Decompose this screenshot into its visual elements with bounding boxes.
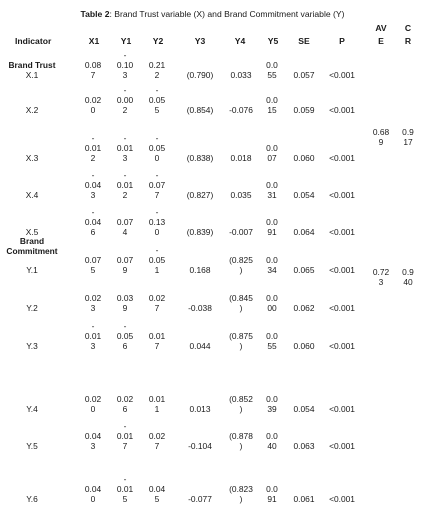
row-indicator: Y.5 <box>26 441 38 451</box>
header-y3: Y3 <box>194 36 206 46</box>
cell-y2: - <box>155 207 159 217</box>
row-indicator: X.5 <box>25 227 39 237</box>
cell-y5: 34 <box>267 265 277 275</box>
cell-y4: -0.007 <box>229 227 253 237</box>
cell-y1: 0.07 <box>116 217 134 227</box>
cell-y1: 0.01 <box>116 484 134 494</box>
cell-x1: 0 <box>90 105 96 115</box>
cell-y5: 0.0 <box>266 293 278 303</box>
cell-se: 0.054 <box>293 404 315 414</box>
cell-y3: 0.013 <box>189 404 211 414</box>
cell-y1: 3 <box>122 153 128 163</box>
cell-cr: 0.9 <box>402 127 414 137</box>
cell-y5: 0.0 <box>266 95 278 105</box>
row-indicator: X.1 <box>25 70 39 80</box>
cell-y4: (0.845 <box>229 293 253 303</box>
cell-x1: - <box>91 207 95 217</box>
cell-se: 0.057 <box>293 70 315 80</box>
cell-y1: 4 <box>122 227 128 237</box>
cell-ave: 3 <box>378 277 384 287</box>
cell-y5: 0.0 <box>266 217 278 227</box>
cell-y2: 0.13 <box>148 217 166 227</box>
cell-y2: 0.02 <box>148 293 166 303</box>
cell-p: <0.001 <box>329 265 355 275</box>
cell-y2: 0.01 <box>148 331 166 341</box>
cell-se: 0.064 <box>293 227 315 237</box>
cell-y2: 7 <box>154 190 160 200</box>
cell-y1: 7 <box>122 441 128 451</box>
cell-y2: - <box>155 245 159 255</box>
cell-y2: 7 <box>154 303 160 313</box>
cell-y2: 0.04 <box>148 484 166 494</box>
cell-y2: 0 <box>154 227 160 237</box>
cell-y1: - <box>123 421 127 431</box>
cell-x1: 3 <box>90 190 96 200</box>
cell-y2: 1 <box>154 265 160 275</box>
cell-y4: -0.076 <box>229 105 253 115</box>
cell-y5: 0.0 <box>266 431 278 441</box>
cell-x1: 3 <box>90 441 96 451</box>
cell-p: <0.001 <box>329 441 355 451</box>
cell-y3: 0.168 <box>189 265 211 275</box>
cell-se: 0.060 <box>293 153 315 163</box>
cell-y1: - <box>123 133 127 143</box>
cell-y1: 0.10 <box>116 60 134 70</box>
cell-x1: 3 <box>90 303 96 313</box>
row-indicator: Y.6 <box>26 494 38 504</box>
cell-y5: 91 <box>267 494 277 504</box>
cell-cr: 0.9 <box>402 267 414 277</box>
cell-y2: 1 <box>154 404 160 414</box>
cell-se: 0.059 <box>293 105 315 115</box>
cell-y4: (0.875 <box>229 331 253 341</box>
cell-p: <0.001 <box>329 190 355 200</box>
cell-y1: 0.07 <box>116 255 134 265</box>
cell-p: <0.001 <box>329 105 355 115</box>
cell-y1: 2 <box>122 105 128 115</box>
cell-y4: ) <box>239 265 243 275</box>
table-caption <box>0 10 425 19</box>
header-y5: Y5 <box>267 36 279 46</box>
cell-y3: (0.839) <box>186 227 214 237</box>
cell-x1: 0.04 <box>84 180 102 190</box>
cell-y1: 3 <box>122 70 128 80</box>
cell-x1: 0.04 <box>84 484 102 494</box>
cell-x1: 0.07 <box>84 255 102 265</box>
cell-y2: - <box>155 133 159 143</box>
cell-y1: 0.00 <box>116 95 134 105</box>
row-indicator: X.4 <box>25 190 39 200</box>
group-brand-commitment: Brand Commitment <box>6 236 58 256</box>
cell-y4: (0.823 <box>229 484 253 494</box>
cell-y4: ) <box>239 404 243 414</box>
cell-y2: - <box>155 85 159 95</box>
cell-p: <0.001 <box>329 303 355 313</box>
cell-y4: (0.878 <box>229 431 253 441</box>
cell-y4: ) <box>239 341 243 351</box>
row-indicator: X.2 <box>25 105 39 115</box>
cell-x1: 0.02 <box>84 95 102 105</box>
header-y1: Y1 <box>120 36 132 46</box>
cell-x1: - <box>91 170 95 180</box>
cell-p: <0.001 <box>329 227 355 237</box>
cell-y4: 0.018 <box>230 153 252 163</box>
cell-y2: - <box>155 170 159 180</box>
cell-y5: 07 <box>267 153 277 163</box>
cell-ave: 0.68 <box>372 127 390 137</box>
cell-x1: 0.02 <box>84 293 102 303</box>
cell-y5: 31 <box>267 190 277 200</box>
cell-y1: 2 <box>122 190 128 200</box>
cell-y5: 0.0 <box>266 331 278 341</box>
header-cr: C R <box>404 23 412 46</box>
cell-y5: 15 <box>267 105 277 115</box>
cell-y3: -0.104 <box>188 441 212 451</box>
cell-p: <0.001 <box>329 341 355 351</box>
cell-y3: (0.827) <box>186 190 214 200</box>
cell-se: 0.054 <box>293 190 315 200</box>
cell-p: <0.001 <box>329 494 355 504</box>
cell-y1: 0.02 <box>116 394 134 404</box>
cell-se: 0.065 <box>293 265 315 275</box>
cell-y2: 0.05 <box>148 143 166 153</box>
group-brand-trust: Brand Trust <box>8 60 56 70</box>
cell-y2: 0.01 <box>148 394 166 404</box>
cell-y1: - <box>123 170 127 180</box>
cell-x1: 7 <box>90 70 96 80</box>
cell-y3: (0.854) <box>186 105 214 115</box>
cell-x1: 2 <box>90 153 96 163</box>
cell-p: <0.001 <box>329 404 355 414</box>
cell-x1: 0.02 <box>84 394 102 404</box>
cell-x1: 0 <box>90 494 96 504</box>
cell-y5: 91 <box>267 227 277 237</box>
cell-x1: 0.04 <box>84 431 102 441</box>
cell-y5: 40 <box>267 441 277 451</box>
cell-y5: 55 <box>267 70 277 80</box>
cell-y1: 9 <box>122 303 128 313</box>
header-y4: Y4 <box>234 36 246 46</box>
cell-y4: (0.825 <box>229 255 253 265</box>
cell-p: <0.001 <box>329 70 355 80</box>
cell-x1: 0.01 <box>84 143 102 153</box>
cell-y3: (0.838) <box>186 153 214 163</box>
cell-y1: 0.05 <box>116 331 134 341</box>
cell-p: <0.001 <box>329 153 355 163</box>
cell-y3: 0.044 <box>189 341 211 351</box>
cell-se: 0.062 <box>293 303 315 313</box>
cell-y3: -0.038 <box>188 303 212 313</box>
cell-cr: 40 <box>403 277 413 287</box>
cell-y5: 0.0 <box>266 60 278 70</box>
cell-y1: 6 <box>122 404 128 414</box>
row-indicator: Y.1 <box>26 265 38 275</box>
header-ave: AV E <box>375 23 387 46</box>
cell-y1: - <box>123 50 127 60</box>
cell-y4: 0.033 <box>230 70 252 80</box>
cell-y1: 0.01 <box>116 431 134 441</box>
cell-y1: 0.03 <box>116 293 134 303</box>
header-y2: Y2 <box>152 36 164 46</box>
cell-ave: 0.72 <box>372 267 390 277</box>
cell-x1: 6 <box>90 227 96 237</box>
cell-y4: 0.035 <box>230 190 252 200</box>
row-indicator: Y.3 <box>26 341 38 351</box>
cell-cr: 17 <box>403 137 413 147</box>
cell-y5: 0.0 <box>266 255 278 265</box>
cell-se: 0.061 <box>293 494 315 504</box>
cell-y1: 0.01 <box>116 143 134 153</box>
cell-y2: 7 <box>154 341 160 351</box>
cell-y2: 0.05 <box>148 95 166 105</box>
cell-y5: 0.0 <box>266 180 278 190</box>
header-se: SE <box>298 36 310 46</box>
cell-y4: (0.852 <box>229 394 253 404</box>
table-caption-text: : Brand Trust variable (X) and Brand Commitment variable (Y) <box>109 9 345 19</box>
cell-y2: 0.21 <box>148 60 166 70</box>
cell-y5: 0.0 <box>266 394 278 404</box>
cell-ave: 9 <box>378 137 384 147</box>
table-caption-label: Table 2 <box>80 9 110 19</box>
cell-y2: 0.05 <box>148 255 166 265</box>
cell-y1: - <box>123 85 127 95</box>
cell-se: 0.060 <box>293 341 315 351</box>
cell-x1: 0.01 <box>84 331 102 341</box>
cell-y2: 0.02 <box>148 431 166 441</box>
row-indicator: Y.4 <box>26 404 38 414</box>
cell-x1: 3 <box>90 341 96 351</box>
cell-y1: 5 <box>122 494 128 504</box>
cell-y5: 55 <box>267 341 277 351</box>
cell-y2: 5 <box>154 494 160 504</box>
cell-y1: - <box>123 474 127 484</box>
cell-y3: (0.790) <box>186 70 214 80</box>
cell-se: 0.063 <box>293 441 315 451</box>
row-indicator: X.3 <box>25 153 39 163</box>
cell-x1: 0.04 <box>84 217 102 227</box>
header-p: P <box>339 36 345 46</box>
cell-y4: ) <box>239 303 243 313</box>
cell-y3: -0.077 <box>188 494 212 504</box>
cell-y1: - <box>123 321 127 331</box>
cell-x1: - <box>91 133 95 143</box>
cell-y5: 39 <box>267 404 277 414</box>
row-indicator: Y.2 <box>26 303 38 313</box>
cell-y5: 0.0 <box>266 143 278 153</box>
cell-y2: 2 <box>154 70 160 80</box>
cell-y1: 9 <box>122 265 128 275</box>
cell-x1: 5 <box>90 265 96 275</box>
cell-y1: 0.01 <box>116 180 134 190</box>
cell-y5: 0.0 <box>266 484 278 494</box>
cell-y1: 6 <box>122 341 128 351</box>
header-indicator: Indicator <box>15 36 52 46</box>
cell-x1: - <box>91 321 95 331</box>
cell-y2: 5 <box>154 105 160 115</box>
cell-y2: 0 <box>154 153 160 163</box>
cell-x1: 0 <box>90 404 96 414</box>
cell-x1: 0.08 <box>84 60 102 70</box>
cell-y2: 0.07 <box>148 180 166 190</box>
cell-y2: 7 <box>154 441 160 451</box>
cell-y4: ) <box>239 494 243 504</box>
cell-y4: ) <box>239 441 243 451</box>
cell-y5: 00 <box>267 303 277 313</box>
header-x1: X1 <box>88 36 100 46</box>
